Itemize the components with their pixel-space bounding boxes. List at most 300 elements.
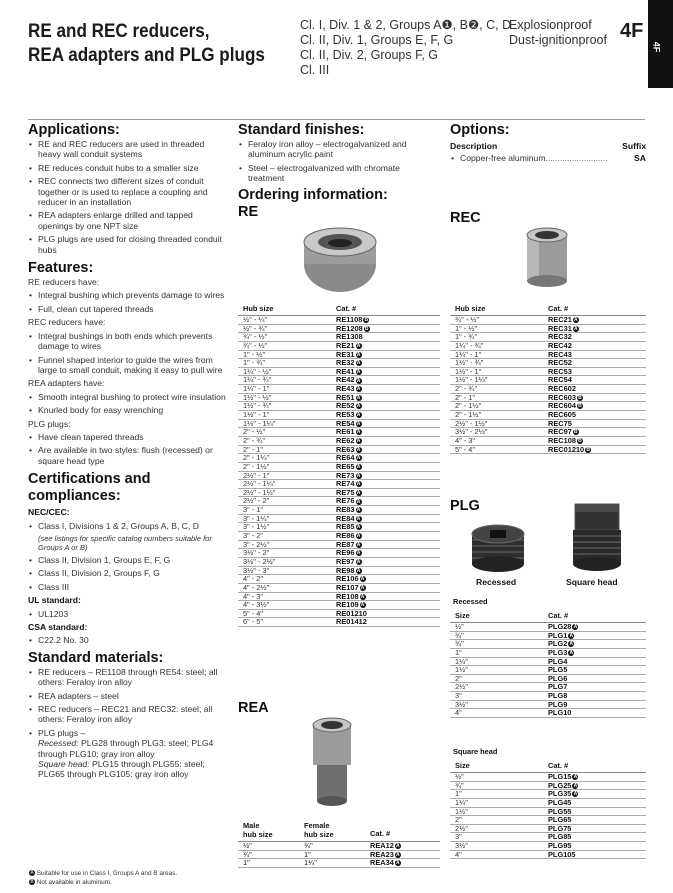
catalog-cell: RE62 A bbox=[336, 435, 361, 445]
csa-list bbox=[28, 635, 228, 645]
feature-intro: REC reducers have: bbox=[28, 317, 106, 328]
catalog-cell: RE76 A bbox=[336, 496, 361, 506]
class-line: Cl. I, Div. 1 & 2, Groups A❶, B❷, C, D bbox=[300, 18, 512, 32]
ul-label: UL standard: bbox=[28, 595, 81, 606]
size-cell: 1¼" - ¾" bbox=[243, 375, 272, 385]
catalog-cell: REC602 bbox=[548, 384, 576, 394]
size-cell: 3" bbox=[455, 832, 462, 842]
catalog-cell: RE73 A bbox=[336, 470, 361, 480]
options-suffix-label: Suffix bbox=[622, 141, 646, 151]
size-cell: 1" bbox=[455, 647, 462, 657]
class-line: Cl. II, Div. 1, Groups E, F, G bbox=[300, 33, 454, 47]
rec-features-list bbox=[28, 331, 228, 376]
size-cell: 4" - 3" bbox=[243, 591, 264, 601]
catalog-cell: REC605 bbox=[548, 410, 576, 420]
catalog-cell: PLG85 bbox=[548, 832, 572, 842]
footnote-mark: A bbox=[569, 649, 574, 656]
catalog-cell: RE63 A bbox=[336, 444, 361, 454]
catalog-cell: PLG4 bbox=[548, 656, 568, 666]
options-heading: Options: bbox=[450, 122, 510, 138]
list-item bbox=[28, 728, 228, 780]
footnote-mark: A bbox=[360, 576, 365, 583]
size-cell: 3½" bbox=[455, 841, 468, 851]
square-text: PLG15 through PLG55: steel; PLG65 through PLG105: gray iron alloy bbox=[38, 759, 205, 780]
female-size-cell: ¾" bbox=[304, 841, 313, 850]
list-item: • Steel – electrogalvanized with chromate treatment bbox=[238, 163, 438, 184]
size-cell: 2" bbox=[455, 815, 462, 825]
table-row bbox=[450, 709, 646, 718]
catalog-cell: PLG95 bbox=[548, 841, 572, 851]
size-cell: 1½" - ¾" bbox=[243, 401, 272, 411]
hazard-line: Explosionproof bbox=[509, 18, 592, 32]
footnote-mark: A bbox=[356, 438, 361, 445]
catalog-cell: RE31 A bbox=[336, 349, 361, 359]
plg-heading: PLG bbox=[450, 498, 480, 514]
catalog-cell: REA34 A bbox=[370, 858, 400, 868]
catalog-cell: RE61 A bbox=[336, 427, 361, 437]
plg-features-list bbox=[28, 432, 228, 466]
size-cell: 5" - 4" bbox=[455, 444, 476, 454]
catalog-cell: REC01210 B bbox=[548, 444, 590, 454]
footnote-mark: A bbox=[356, 481, 361, 488]
catalog-cell: REC32 bbox=[548, 332, 572, 342]
catalog-cell: PLG15 A bbox=[548, 772, 578, 781]
size-cell: 2" - 1½" bbox=[455, 401, 482, 411]
size-cell: 2½" - 1½" bbox=[243, 487, 276, 497]
catalog-cell: RE41 A bbox=[336, 366, 361, 376]
footnote-mark: A bbox=[356, 360, 361, 367]
size-cell: 1½" bbox=[455, 806, 468, 816]
catalog-cell: REC31 A bbox=[548, 323, 578, 333]
header-text: hub size bbox=[243, 829, 273, 839]
footnote-mark: A bbox=[360, 584, 365, 591]
catalog-cell: PLG1 A bbox=[548, 630, 574, 640]
features-heading: Features: bbox=[28, 260, 94, 277]
page-title bbox=[28, 20, 298, 68]
size-cell: ½" bbox=[455, 772, 464, 781]
catalog-cell: REC43 bbox=[548, 349, 572, 359]
csa-label: CSA standard: bbox=[28, 622, 88, 632]
female-size-cell: 1" bbox=[304, 849, 311, 859]
options-section bbox=[450, 122, 646, 164]
size-cell: 2½" - 1½" bbox=[455, 418, 488, 428]
size-cell: 6" - 5" bbox=[243, 617, 264, 627]
applications-heading: Applications: bbox=[28, 122, 120, 138]
plugs-label: PLG plugs – bbox=[38, 727, 86, 738]
materials-list bbox=[28, 667, 228, 780]
catalog-cell: REC52 bbox=[548, 358, 572, 368]
footnote: A Suitable for use in Class I, Groups A and B areas. bbox=[30, 870, 178, 877]
size-cell: 3½" - 3" bbox=[243, 565, 270, 575]
size-cell: 3" - 1½" bbox=[243, 522, 270, 532]
catalog-cell: RE53 A bbox=[336, 410, 361, 420]
table-row bbox=[450, 446, 646, 455]
section-tab bbox=[648, 0, 673, 88]
footnote-mark: A bbox=[356, 403, 361, 410]
rec-reducer-image bbox=[524, 227, 570, 289]
section-number: 4F bbox=[620, 20, 644, 42]
square-rows bbox=[450, 773, 646, 859]
applications-list bbox=[28, 139, 228, 255]
size-cell: 1½" - ¾" bbox=[455, 358, 484, 368]
size-cell: 4" - 3" bbox=[455, 435, 476, 445]
table-row bbox=[238, 618, 440, 627]
footnote-mark: A bbox=[356, 489, 361, 496]
rea-table bbox=[238, 822, 440, 868]
square-table bbox=[450, 748, 646, 859]
size-cell: 1½" bbox=[455, 665, 468, 675]
footnote-mark: A bbox=[356, 533, 361, 540]
footnote-mark: A bbox=[356, 455, 361, 462]
catalog-cell: RE1308 bbox=[336, 332, 363, 342]
size-cell: 2" bbox=[455, 673, 462, 683]
option-description: Copper-free aluminum bbox=[460, 153, 546, 164]
size-cell: 3" - 1" bbox=[243, 505, 264, 515]
size-cell: 1½" - 1¼" bbox=[243, 418, 276, 428]
footnote-mark: A bbox=[356, 377, 361, 384]
size-cell: 4" - 2" bbox=[243, 574, 264, 584]
size-cell: 4" - 3½" bbox=[243, 600, 270, 610]
footnote-mark: B bbox=[586, 446, 590, 453]
option-leader: .......................... bbox=[545, 153, 608, 164]
size-cell: 1" - ½" bbox=[243, 349, 266, 359]
male-size-cell: 1" bbox=[243, 858, 250, 868]
list-item: • Full, clean cut tapered threads bbox=[28, 304, 228, 314]
catalog-cell: RE98 A bbox=[336, 565, 361, 575]
size-cell: 2" - 1½" bbox=[455, 410, 482, 420]
catalog-cell: REC108 B bbox=[548, 435, 582, 445]
size-cell: 5" - 4" bbox=[243, 608, 264, 618]
hazard-classes bbox=[300, 18, 511, 78]
list-item: • Class II, Division 2, Groups F, G bbox=[28, 568, 228, 578]
finishes-list bbox=[238, 139, 438, 184]
title-line-2: REA adapters and PLG plugs bbox=[28, 45, 265, 66]
list-item: • Knurled body for easy wrenching bbox=[28, 405, 228, 415]
catalog-cell: REC54 bbox=[548, 375, 572, 385]
catalog-cell: PLG10 bbox=[548, 708, 572, 718]
list-item: • Class II, Division 1, Groups E, F, G bbox=[28, 555, 228, 565]
footnote-mark: A bbox=[573, 782, 578, 789]
options-header bbox=[450, 141, 646, 151]
ordering-heading: Ordering information: bbox=[238, 186, 388, 203]
header-text: Female bbox=[304, 821, 330, 830]
size-cell: 4" bbox=[455, 708, 462, 718]
catalog-cell: RE52 A bbox=[336, 401, 361, 411]
size-cell: 1¼" bbox=[455, 797, 468, 807]
footnote-mark: A bbox=[573, 624, 578, 631]
footnote-mark: A bbox=[356, 342, 361, 349]
column-header: Cat. # bbox=[370, 829, 391, 838]
list-item: • RE and REC reducers are used in threaded heavy wall conduit systems bbox=[28, 139, 228, 160]
size-cell: ½" - ¼" bbox=[243, 315, 268, 324]
recessed-rows bbox=[450, 623, 646, 718]
list-item: • REA adapters – steel bbox=[28, 691, 228, 701]
column-header bbox=[238, 822, 304, 841]
footnote-text: Not available in aluminum. bbox=[36, 879, 112, 886]
list-item: • Have clean tapered threads bbox=[28, 432, 228, 442]
size-cell: 3" - 1¼" bbox=[243, 513, 270, 523]
size-cell: 4" - 2½" bbox=[243, 582, 270, 592]
footnote-mark: B bbox=[364, 325, 369, 332]
size-cell: 2" - ¾" bbox=[455, 384, 478, 394]
rea-adapter-image bbox=[303, 717, 361, 807]
size-cell: 2" - ½" bbox=[243, 427, 266, 437]
catalog-cell: PLG8 bbox=[548, 691, 568, 701]
catalog-cell: REC603 B bbox=[548, 392, 582, 402]
footnote-mark: A bbox=[356, 567, 361, 574]
size-cell: 1½" - 1" bbox=[243, 410, 270, 420]
size-cell: 2" - 1" bbox=[455, 392, 476, 402]
footnote-mark: A bbox=[356, 524, 361, 531]
header-divider bbox=[28, 119, 645, 120]
list-item: • Integral bushing which prevents damage to wires bbox=[28, 290, 228, 300]
catalog-cell: RE84 A bbox=[336, 513, 361, 523]
catalog-cell: RE32 A bbox=[336, 358, 361, 368]
footnote-mark: A bbox=[573, 791, 578, 798]
footnote-mark: A bbox=[356, 558, 361, 565]
header-text: Male bbox=[243, 821, 260, 830]
class-line: Cl. II, Div. 2, Groups F, G bbox=[300, 48, 438, 62]
catalog-cell: RE1108 B bbox=[336, 315, 369, 324]
footnote-mark: A bbox=[356, 550, 361, 557]
list-item: • RE reduces conduit hubs to a smaller size bbox=[28, 163, 228, 173]
catalog-cell: PLG35 A bbox=[548, 789, 578, 799]
column-header: Cat. # bbox=[336, 304, 357, 313]
catalog-cell: REC42 bbox=[548, 340, 572, 350]
column-header: Size bbox=[455, 611, 470, 620]
square-table-title: Square head bbox=[453, 747, 498, 756]
footnote-mark: A bbox=[574, 317, 578, 324]
square-caption: Square head bbox=[566, 577, 618, 587]
class-line: Cl. III bbox=[300, 63, 330, 77]
hazard-line: Dust-ignitionproof bbox=[509, 33, 607, 47]
catalog-cell: RE65 A bbox=[336, 461, 361, 471]
size-cell: 1½" - ½" bbox=[243, 392, 272, 402]
certs-heading-line: Certifications and bbox=[28, 471, 151, 488]
footnote-mark: B bbox=[578, 438, 582, 445]
size-cell: 3½" - 2½" bbox=[455, 427, 488, 437]
list-item: • Feraloy iron alloy – electrogalvanized and aluminum acrylic paint bbox=[238, 139, 438, 160]
footnote-mark: A bbox=[396, 843, 400, 850]
footnote-mark: A bbox=[356, 507, 361, 514]
finishes-heading: Standard finishes: bbox=[238, 122, 365, 138]
size-cell: ½" - ¾" bbox=[243, 323, 268, 333]
catalog-cell: PLG7 bbox=[548, 682, 568, 692]
catalog-cell: RE83 A bbox=[336, 505, 361, 515]
size-cell: 2½" - 1¼" bbox=[243, 479, 276, 489]
feature-intro: RE reducers have: bbox=[28, 277, 100, 288]
size-cell: ¾" - ½" bbox=[243, 340, 268, 350]
footnotes bbox=[28, 869, 238, 887]
footnote-mark: A bbox=[356, 541, 361, 548]
nec-list-2 bbox=[28, 555, 228, 592]
size-cell: 2½" bbox=[455, 682, 468, 692]
list-item: • REA adapters enlarge drilled and tapped openings by one NPT size bbox=[28, 210, 228, 231]
nec-list bbox=[28, 521, 228, 531]
option-suffix: SA bbox=[634, 153, 646, 164]
size-cell: 1¼" bbox=[455, 656, 468, 666]
footnote-mark: A bbox=[574, 325, 578, 332]
size-cell: 2½" - 1" bbox=[243, 470, 270, 480]
footnote-mark: A bbox=[356, 463, 361, 470]
footnote-mark: A bbox=[356, 368, 361, 375]
size-cell: 1½" - 1¼" bbox=[455, 375, 488, 385]
list-item: • Are available in two styles: flush (recessed) or square head type bbox=[28, 445, 228, 466]
footnote-mark: A bbox=[356, 446, 361, 453]
re-heading: RE bbox=[238, 203, 259, 220]
size-cell: 1¼" - ¾" bbox=[455, 340, 484, 350]
size-cell: ¾" bbox=[455, 639, 464, 649]
catalog-cell: REC75 bbox=[548, 418, 572, 428]
size-cell: ¾" bbox=[455, 780, 464, 790]
column-header: Hub size bbox=[455, 304, 486, 313]
certs-heading-line: compliances: bbox=[28, 488, 121, 505]
size-cell: 3" bbox=[455, 691, 462, 701]
catalog-cell: RE1208 B bbox=[336, 323, 369, 333]
catalog-cell: PLG45 bbox=[548, 797, 572, 807]
recessed-table bbox=[450, 598, 646, 718]
catalog-cell: RE42 A bbox=[336, 375, 361, 385]
footnote-mark: B bbox=[364, 317, 369, 324]
footnote-mark: A bbox=[360, 593, 365, 600]
catalog-cell: RE87 A bbox=[336, 539, 361, 549]
list-item: • PLG plugs are used for closing threaded conduit hubs bbox=[28, 234, 228, 255]
list-item: • RE reducers – RE1108 through RE54: steel; all others: Feraloy iron alloy bbox=[28, 667, 228, 688]
catalog-cell: REA23 A bbox=[370, 849, 400, 859]
column-header: Cat. # bbox=[548, 304, 569, 313]
footnote-mark: A bbox=[356, 420, 361, 427]
catalog-cell: PLG9 bbox=[548, 699, 568, 709]
size-cell: 1" - ¾" bbox=[455, 332, 478, 342]
table-header bbox=[238, 822, 440, 842]
re-features-list bbox=[28, 290, 228, 314]
catalog-cell: RE75 A bbox=[336, 487, 361, 497]
catalog-cell: RE97 A bbox=[336, 556, 361, 566]
catalog-cell: RE96 A bbox=[336, 548, 361, 558]
footnote-mark: A bbox=[356, 429, 361, 436]
column-header bbox=[304, 822, 370, 841]
catalog-cell: PLG2 A bbox=[548, 639, 574, 649]
rea-features-list bbox=[28, 392, 228, 416]
footnote-mark: A bbox=[569, 632, 574, 639]
hazard-ratings bbox=[509, 18, 607, 48]
recessed-label: Recessed: bbox=[38, 738, 79, 749]
recessed-plug-image bbox=[468, 520, 528, 576]
table-row bbox=[450, 851, 646, 860]
catalog-cell: RE64 A bbox=[336, 453, 361, 463]
nec-label: NEC/CEC: bbox=[28, 507, 70, 518]
size-cell: 1¼" - ½" bbox=[243, 366, 272, 376]
catalog-cell: RE01412 bbox=[336, 617, 367, 627]
recessed-table-title: Recessed bbox=[453, 597, 488, 606]
recessed-caption: Recessed bbox=[476, 577, 517, 587]
table-row bbox=[238, 842, 440, 851]
size-cell: ¾" - ½" bbox=[455, 315, 480, 324]
catalog-cell: PLG65 bbox=[548, 815, 572, 825]
footnote-mark: A bbox=[356, 351, 361, 358]
list-item: • C22.2 No. 30 bbox=[28, 635, 228, 645]
list-item: • Class I, Divisions 1 & 2, Groups A, B, C, D bbox=[28, 521, 228, 531]
size-cell: 3" - 2" bbox=[243, 531, 264, 541]
catalog-cell: PLG75 bbox=[548, 823, 572, 833]
feature-intro: REA adapters have: bbox=[28, 378, 105, 389]
rec-table bbox=[450, 305, 646, 454]
section-tab-label: 4F bbox=[651, 41, 662, 53]
options-desc-label: Description bbox=[450, 141, 498, 151]
list-item: • Smooth integral bushing to protect wire insulation bbox=[28, 392, 228, 402]
size-cell: 1" bbox=[455, 789, 462, 799]
catalog-cell: RE106 A bbox=[336, 574, 365, 584]
rec-rows bbox=[450, 316, 646, 454]
footnote-mark: A bbox=[569, 641, 574, 648]
footnote-mark: B bbox=[578, 403, 582, 410]
size-cell: 3½" - 2½" bbox=[243, 556, 276, 566]
catalog-cell: RE21 A bbox=[336, 340, 361, 350]
catalog-cell: PLG25 A bbox=[548, 780, 578, 790]
re-rows bbox=[238, 316, 440, 627]
footnote-mark: A bbox=[356, 498, 361, 505]
rec-heading: REC bbox=[450, 210, 481, 226]
catalog-cell: REA12 A bbox=[370, 841, 400, 850]
size-cell: 1" - ¾" bbox=[243, 358, 266, 368]
footnote-mark: B bbox=[578, 394, 582, 401]
catalog-cell: REC21 A bbox=[548, 315, 578, 324]
rea-heading: REA bbox=[238, 700, 269, 716]
left-column bbox=[28, 122, 228, 783]
size-cell: 2" - 1" bbox=[243, 444, 264, 454]
column-header: Cat. # bbox=[548, 611, 569, 620]
catalog-cell: PLG105 bbox=[548, 849, 576, 859]
feature-intro: PLG plugs: bbox=[28, 418, 71, 429]
column-header: Cat. # bbox=[548, 761, 569, 770]
size-cell: 2" - 1¼" bbox=[243, 453, 270, 463]
footnote: B Not available in aluminum. bbox=[30, 879, 112, 886]
ul-list bbox=[28, 609, 228, 619]
materials-heading: Standard materials: bbox=[28, 649, 164, 666]
catalog-cell: REC604 B bbox=[548, 401, 582, 411]
header-text: hub size bbox=[304, 829, 334, 839]
rea-rows bbox=[238, 842, 440, 868]
size-cell: 2" - ¾" bbox=[243, 435, 266, 445]
table-row bbox=[238, 851, 440, 860]
footnote-mark: A bbox=[396, 860, 400, 867]
size-cell: ½" bbox=[455, 622, 464, 631]
catalog-cell: PLG3 A bbox=[548, 647, 574, 657]
footnote-mark: A bbox=[573, 774, 578, 781]
table-row bbox=[238, 859, 440, 868]
size-cell: 3" - 2½" bbox=[243, 539, 270, 549]
catalog-cell: REC97 B bbox=[548, 427, 578, 437]
certs-heading bbox=[28, 471, 228, 505]
footnote-mark: A bbox=[356, 386, 361, 393]
catalog-cell: RE109 A bbox=[336, 600, 365, 610]
size-cell: 3½" - 2" bbox=[243, 548, 270, 558]
male-size-cell: ½" bbox=[243, 841, 252, 850]
footnote-mark: A bbox=[360, 602, 365, 609]
option-row bbox=[450, 153, 646, 163]
footnote-text: Suitable for use in Class I, Groups A and B areas. bbox=[36, 870, 178, 877]
column-header: Hub size bbox=[243, 304, 274, 313]
finishes-section bbox=[238, 122, 438, 221]
catalog-cell: RE43 A bbox=[336, 384, 361, 394]
list-item: • UL1203 bbox=[28, 609, 228, 619]
catalog-cell: PLG55 bbox=[548, 806, 572, 816]
footnote-mark: A bbox=[356, 472, 361, 479]
catalog-cell: RE74 A bbox=[336, 479, 361, 489]
re-table bbox=[238, 305, 440, 627]
size-cell: 4" bbox=[455, 849, 462, 859]
catalog-cell: RE86 A bbox=[336, 531, 361, 541]
